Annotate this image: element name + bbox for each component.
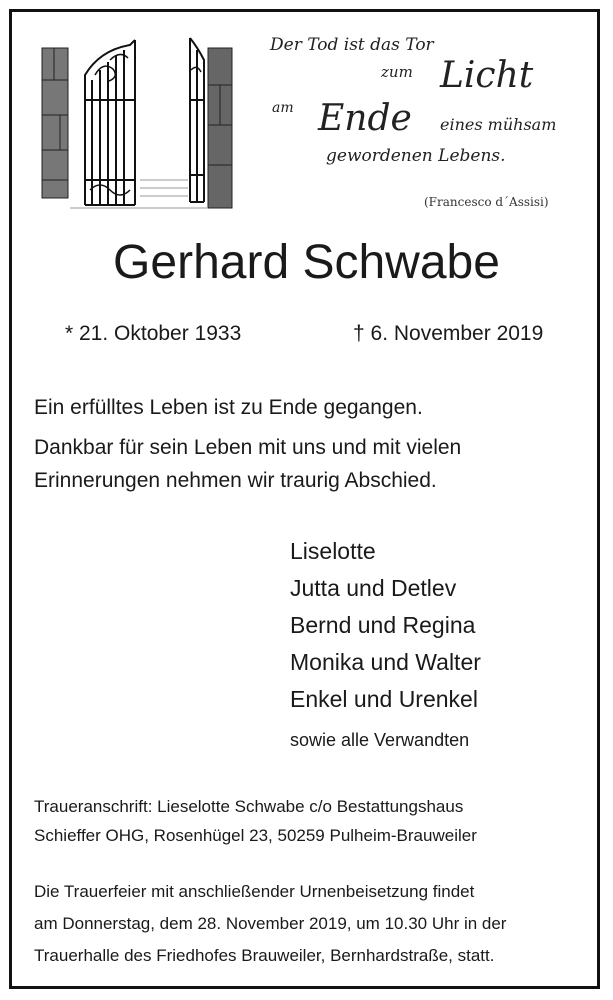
ceremony-line-1: Die Trauerfeier mit anschließender Urnenbeisetzung findet [34,882,475,901]
address-line-2: Schieffer OHG, Rosenhügel 23, 50259 Pulheim-Brauweiler [34,826,477,845]
ground-shading [70,180,208,208]
mourner-name: Jutta und Detlev [290,575,457,601]
quote-word-licht: Licht [440,55,534,96]
stone-pillar-left [42,48,68,198]
address-line-1: Traueranschrift: Lieselotte Schwabe c/o Bestattungshaus [34,797,464,816]
message-line-3: Erinnerungen nehmen wir traurig Abschied. [34,469,437,492]
gate-wing-right [190,38,204,202]
quote-line-1: Der Tod ist das Tor [270,35,434,55]
open-gate-illustration [40,30,235,215]
message-line-2: Dankbar für sein Leben mit uns und mit vielen [34,436,462,459]
death-date: † 6. November 2019 [353,322,544,345]
birth-date: * 21. Oktober 1933 [65,322,242,345]
mourner-relatives: sowie alle Verwandten [290,730,470,750]
quote-word-eines: eines mühsam [440,115,557,134]
ceremony-line-2: am Donnerstag, dem 28. November 2019, um 10.30 Uhr in der [34,914,507,933]
mourner-name: Monika und Walter [290,649,481,675]
quote-line-last: gewordenen Lebens. [326,146,506,166]
quote-word-ende: Ende [318,98,412,139]
mourner-name: Enkel und Urenkel [290,686,478,712]
quote-author: (Francesco d´Assisi) [424,195,549,209]
quote-word-zum: zum [381,63,413,81]
quote-word-am: am [272,100,294,116]
deceased-name: Gerhard Schwabe [113,236,500,289]
message-line-1: Ein erfülltes Leben ist zu Ende gegangen. [34,396,423,419]
mourner-name: Bernd und Regina [290,612,476,638]
stone-pillar-right [208,48,232,208]
ceremony-line-3: Trauerhalle des Friedhofes Brauweiler, Bernhardstraße, statt. [34,946,495,965]
gate-wing-left [85,40,135,205]
mourner-name: Liselotte [290,538,376,564]
